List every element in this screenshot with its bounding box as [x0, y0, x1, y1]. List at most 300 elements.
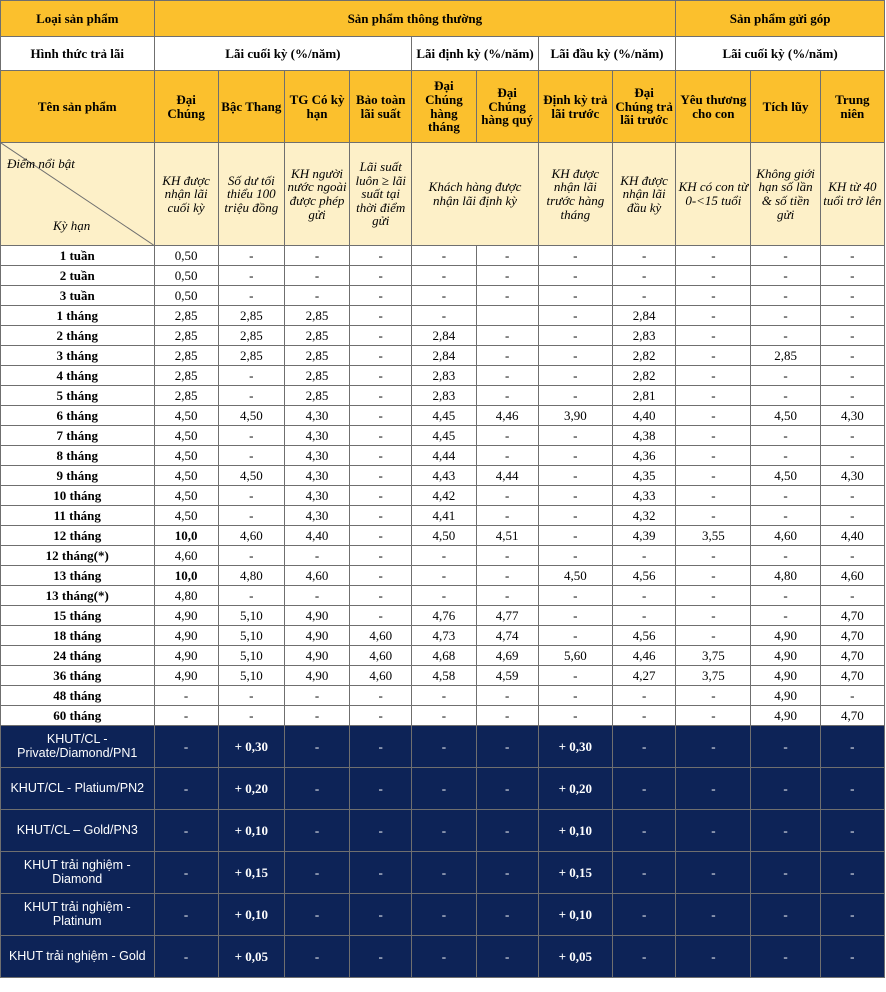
- rate-cell: -: [476, 346, 538, 366]
- term-cell: 13 tháng(*): [1, 586, 155, 606]
- vip-bonus-cell: -: [412, 768, 476, 810]
- table-row: [1, 626, 885, 646]
- rate-cell: -: [538, 686, 612, 706]
- rate-cell: -: [538, 466, 612, 486]
- vip-bonus-cell: -: [676, 810, 751, 852]
- rate-cell: -: [350, 426, 412, 446]
- term-cell: 3 tháng: [1, 346, 155, 366]
- rate-cell: -: [538, 346, 612, 366]
- vip-bonus-cell: -: [676, 768, 751, 810]
- rate-cell: -: [676, 466, 751, 486]
- rate-cell: 4,30: [820, 466, 884, 486]
- rate-cell: 2,85: [284, 306, 349, 326]
- rate-cell: 4,90: [751, 666, 820, 686]
- rate-cell: -: [751, 326, 820, 346]
- rate-cell: -: [538, 366, 612, 386]
- rate-cell: 3,75: [676, 666, 751, 686]
- product-highlight-cell: Số dư tối thiểu 100 triệu đồng: [218, 143, 284, 246]
- rate-cell: 3,55: [676, 526, 751, 546]
- rate-cell: -: [612, 286, 675, 306]
- rate-cell: -: [476, 586, 538, 606]
- product-name-cell: Đại Chúng: [154, 71, 218, 143]
- term-cell: 36 tháng: [1, 666, 155, 686]
- vip-bonus-cell: -: [350, 936, 412, 978]
- rate-cell: -: [676, 286, 751, 306]
- product-name-cell: Đại Chúng hàng tháng: [412, 71, 476, 143]
- vip-bonus-cell: -: [820, 726, 884, 768]
- rate-cell: -: [538, 606, 612, 626]
- vip-bonus-cell: -: [412, 894, 476, 936]
- rate-cell: -: [476, 246, 538, 266]
- rate-cell: 2,82: [612, 346, 675, 366]
- rate-cell: 2,85: [218, 326, 284, 346]
- rate-cell: -: [350, 706, 412, 726]
- term-cell: 9 tháng: [1, 466, 155, 486]
- term-label: Kỳ hạn: [53, 218, 91, 234]
- rate-cell: 5,60: [538, 646, 612, 666]
- rate-cell: 4,70: [820, 666, 884, 686]
- term-cell: 48 tháng: [1, 686, 155, 706]
- vip-bonus-cell: -: [612, 726, 675, 768]
- rate-cell: -: [676, 266, 751, 286]
- rate-cell: 4,30: [284, 486, 349, 506]
- rate-cell: -: [476, 546, 538, 566]
- table-row: [1, 306, 885, 326]
- vip-bonus-cell: -: [612, 936, 675, 978]
- rate-cell: -: [538, 246, 612, 266]
- rate-cell: 4,50: [751, 406, 820, 426]
- rate-cell: 4,41: [412, 506, 476, 526]
- rate-cell: 4,90: [751, 646, 820, 666]
- rate-cell: -: [820, 366, 884, 386]
- rate-cell: 2,85: [751, 346, 820, 366]
- vip-bonus-cell: -: [820, 852, 884, 894]
- rate-cell: -: [412, 586, 476, 606]
- vip-label-cell: KHUT/CL - Private/Diamond/PN1: [1, 726, 155, 768]
- table-row: [1, 466, 885, 486]
- rate-cell: -: [284, 686, 349, 706]
- rate-cell: 2,85: [284, 386, 349, 406]
- rate-cell: 2,85: [284, 346, 349, 366]
- term-cell: 6 tháng: [1, 406, 155, 426]
- rate-cell: -: [612, 686, 675, 706]
- rate-cell: -: [476, 486, 538, 506]
- rate-cell: 4,90: [284, 646, 349, 666]
- rate-cell: -: [820, 386, 884, 406]
- rate-cell: -: [676, 586, 751, 606]
- rate-cell: -: [154, 706, 218, 726]
- rate-cell: 4,33: [612, 486, 675, 506]
- rate-cell: 4,90: [751, 706, 820, 726]
- rate-cell: -: [612, 706, 675, 726]
- rate-cell: -: [538, 506, 612, 526]
- rate-cell: -: [820, 326, 884, 346]
- term-cell: 4 tháng: [1, 366, 155, 386]
- rate-cell: 2,84: [612, 306, 675, 326]
- rate-cell: -: [751, 386, 820, 406]
- rate-cell: -: [751, 306, 820, 326]
- rate-cell: 2,85: [218, 306, 284, 326]
- rate-cell: 2,85: [154, 346, 218, 366]
- rate-cell: 4,80: [154, 586, 218, 606]
- rate-cell: -: [412, 306, 476, 326]
- rate-cell: -: [820, 246, 884, 266]
- rate-cell: -: [676, 246, 751, 266]
- rate-cell: 4,30: [284, 426, 349, 446]
- rate-cell: 0,50: [154, 246, 218, 266]
- rate-cell: -: [612, 606, 675, 626]
- rate-cell: -: [538, 666, 612, 686]
- rate-cell: 4,60: [218, 526, 284, 546]
- rate-cell: -: [350, 526, 412, 546]
- rate-cell: -: [538, 266, 612, 286]
- vip-bonus-cell: + 0,15: [538, 852, 612, 894]
- table-row: [1, 706, 885, 726]
- vip-bonus-cell: -: [612, 810, 675, 852]
- rate-cell: 4,90: [284, 606, 349, 626]
- rate-cell: -: [538, 326, 612, 346]
- rate-cell: -: [350, 266, 412, 286]
- rate-cell: -: [350, 546, 412, 566]
- rate-cell: -: [350, 346, 412, 366]
- rate-cell: 4,40: [284, 526, 349, 546]
- rate-cell: -: [218, 586, 284, 606]
- rate-cell: -: [476, 366, 538, 386]
- vip-bonus-cell: + 0,20: [218, 768, 284, 810]
- rate-cell: 4,60: [751, 526, 820, 546]
- product-name-cell: Bảo toàn lãi suất: [350, 71, 412, 143]
- vip-label-cell: KHUT trải nghiệm - Gold: [1, 936, 155, 978]
- vip-bonus-cell: -: [612, 768, 675, 810]
- rate-cell: -: [751, 446, 820, 466]
- rate-cell: -: [820, 486, 884, 506]
- rate-cell: 4,30: [284, 446, 349, 466]
- vip-label-cell: KHUT/CL - Platium/PN2: [1, 768, 155, 810]
- product-name-cell: Trung niên: [820, 71, 884, 143]
- vip-bonus-cell: -: [676, 936, 751, 978]
- rate-cell: 4,70: [820, 706, 884, 726]
- term-cell: 8 tháng: [1, 446, 155, 466]
- rate-cell: -: [284, 246, 349, 266]
- table-row: [1, 246, 885, 266]
- rate-cell: -: [412, 566, 476, 586]
- rate-cell: -: [476, 266, 538, 286]
- product-highlight-cell: KH có con từ 0-<15 tuổi: [676, 143, 751, 246]
- rate-cell: 4,56: [612, 626, 675, 646]
- vip-bonus-cell: + 0,15: [218, 852, 284, 894]
- rate-cell: 4,50: [154, 506, 218, 526]
- upfront-header: Lãi đầu kỳ (%/năm): [538, 37, 676, 71]
- rate-cell: 4,77: [476, 606, 538, 626]
- rate-cell: -: [284, 546, 349, 566]
- rate-cell: -: [538, 386, 612, 406]
- rate-cell: 2,82: [612, 366, 675, 386]
- rate-cell: 4,80: [218, 566, 284, 586]
- rate-cell: 4,80: [751, 566, 820, 586]
- rate-cell: 4,60: [820, 566, 884, 586]
- rate-cell: 4,40: [820, 526, 884, 546]
- vip-label-cell: KHUT trải nghiệm - Diamond: [1, 852, 155, 894]
- rate-cell: 2,85: [154, 326, 218, 346]
- rate-cell: 4,50: [538, 566, 612, 586]
- rate-cell: -: [820, 346, 884, 366]
- savings-products-header: Sản phẩm gửi góp: [676, 1, 885, 37]
- rate-cell: 4,90: [284, 626, 349, 646]
- rate-cell: 4,90: [284, 666, 349, 686]
- rate-cell: 4,73: [412, 626, 476, 646]
- rate-cell: 4,50: [218, 406, 284, 426]
- rate-cell: -: [751, 586, 820, 606]
- rate-cell: -: [538, 546, 612, 566]
- vip-bonus-cell: -: [284, 810, 349, 852]
- table-row: [1, 286, 885, 306]
- rate-cell: 4,70: [820, 646, 884, 666]
- rate-cell: -: [676, 326, 751, 346]
- rate-cell: -: [350, 606, 412, 626]
- rate-cell: 4,39: [612, 526, 675, 546]
- rate-cell: -: [412, 286, 476, 306]
- rate-cell: 4,30: [820, 406, 884, 426]
- rate-cell: -: [412, 706, 476, 726]
- rate-cell: 4,68: [412, 646, 476, 666]
- rate-cell: 4,50: [218, 466, 284, 486]
- rate-cell: -: [218, 426, 284, 446]
- rate-cell: 2,85: [154, 386, 218, 406]
- highlight-term-corner: [1, 143, 155, 246]
- rate-cell: -: [412, 686, 476, 706]
- rate-cell: 4,60: [350, 646, 412, 666]
- vip-bonus-cell: -: [476, 852, 538, 894]
- product-name-cell: Yêu thương cho con: [676, 71, 751, 143]
- rate-cell: -: [676, 626, 751, 646]
- rate-cell: 0,50: [154, 286, 218, 306]
- product-highlight-cell: Lãi suất luôn ≥ lãi suất tại thời điểm gửi: [350, 143, 412, 246]
- rate-cell: -: [284, 286, 349, 306]
- term-cell: 1 tháng: [1, 306, 155, 326]
- rate-cell: -: [820, 506, 884, 526]
- rate-cell: -: [751, 366, 820, 386]
- term-cell: 12 tháng(*): [1, 546, 155, 566]
- rate-cell: -: [218, 246, 284, 266]
- vip-bonus-cell: -: [154, 894, 218, 936]
- rate-cell: -: [350, 486, 412, 506]
- vip-bonus-cell: + 0,30: [218, 726, 284, 768]
- product-highlight-cell: KH được nhận lãi cuối kỳ: [154, 143, 218, 246]
- rate-cell: -: [476, 446, 538, 466]
- rate-cell: 4,90: [154, 666, 218, 686]
- term-cell: 12 tháng: [1, 526, 155, 546]
- rate-cell: -: [350, 466, 412, 486]
- rate-cell: -: [538, 306, 612, 326]
- rate-cell: -: [751, 546, 820, 566]
- rate-cell: -: [218, 366, 284, 386]
- rate-cell: -: [676, 366, 751, 386]
- rate-cell: 4,70: [820, 606, 884, 626]
- rate-cell: -: [538, 286, 612, 306]
- vip-bonus-cell: -: [412, 852, 476, 894]
- rate-cell: -: [218, 286, 284, 306]
- end-of-term-header: Lãi cuối kỳ (%/năm): [154, 37, 412, 71]
- rate-cell: 4,90: [154, 646, 218, 666]
- vip-bonus-cell: -: [154, 726, 218, 768]
- rate-cell: -: [350, 446, 412, 466]
- rate-cell: -: [751, 286, 820, 306]
- rate-cell: -: [676, 426, 751, 446]
- rate-cell: 4,30: [284, 506, 349, 526]
- rate-cell: 4,69: [476, 646, 538, 666]
- rate-cell: 2,84: [412, 326, 476, 346]
- vip-row: [1, 768, 885, 810]
- vip-bonus-cell: -: [412, 726, 476, 768]
- regular-products-header: Sản phẩm thông thường: [154, 1, 676, 37]
- rate-cell: 4,60: [284, 566, 349, 586]
- rate-cell: -: [751, 426, 820, 446]
- rate-cell: 4,58: [412, 666, 476, 686]
- rate-cell: -: [218, 706, 284, 726]
- vip-bonus-cell: -: [284, 936, 349, 978]
- rate-cell: -: [476, 506, 538, 526]
- rate-cell: 4,43: [412, 466, 476, 486]
- rate-cell: 4,90: [751, 686, 820, 706]
- rate-cell: -: [676, 506, 751, 526]
- vip-bonus-cell: -: [676, 726, 751, 768]
- rate-cell: 4,70: [820, 626, 884, 646]
- rate-cell: -: [676, 406, 751, 426]
- table-row: [1, 326, 885, 346]
- rate-cell: -: [612, 586, 675, 606]
- table-row: [1, 446, 885, 466]
- rate-cell: 4,38: [612, 426, 675, 446]
- rate-cell: 4,46: [612, 646, 675, 666]
- rate-cell: -: [751, 486, 820, 506]
- vip-bonus-cell: + 0,10: [538, 810, 612, 852]
- product-highlight-cell: Khách hàng được nhận lãi định kỳ: [412, 143, 538, 246]
- rate-cell: -: [284, 706, 349, 726]
- rate-cell: 4,50: [154, 466, 218, 486]
- rate-cell: -: [218, 386, 284, 406]
- vip-bonus-cell: -: [820, 768, 884, 810]
- rate-cell: -: [676, 386, 751, 406]
- rate-cell: -: [476, 286, 538, 306]
- rate-cell: 2,85: [284, 366, 349, 386]
- rate-cell: -: [538, 486, 612, 506]
- term-cell: 18 tháng: [1, 626, 155, 646]
- rate-cell: -: [350, 566, 412, 586]
- vip-bonus-cell: + 0,10: [218, 894, 284, 936]
- product-name-cell: Đại Chúng trả lãi trước: [612, 71, 675, 143]
- term-cell: 2 tháng: [1, 326, 155, 346]
- rate-cell: 5,10: [218, 606, 284, 626]
- vip-bonus-cell: -: [476, 810, 538, 852]
- rate-cell: -: [676, 686, 751, 706]
- vip-bonus-cell: -: [676, 894, 751, 936]
- term-cell: 10 tháng: [1, 486, 155, 506]
- rate-cell: 4,32: [612, 506, 675, 526]
- vip-label-cell: KHUT trải nghiệm - Platinum: [1, 894, 155, 936]
- rate-cell: -: [820, 306, 884, 326]
- rate-cell: -: [412, 266, 476, 286]
- rate-cell: -: [538, 446, 612, 466]
- product-name-cell: Bậc Thang: [218, 71, 284, 143]
- vip-row: [1, 936, 885, 978]
- rate-cell: -: [350, 686, 412, 706]
- rate-cell: 2,85: [284, 326, 349, 346]
- rate-cell: 4,56: [612, 566, 675, 586]
- rate-cell: -: [476, 566, 538, 586]
- rate-cell: -: [820, 286, 884, 306]
- rate-cell: -: [476, 706, 538, 726]
- vip-bonus-cell: -: [154, 810, 218, 852]
- vip-bonus-cell: + 0,20: [538, 768, 612, 810]
- vip-bonus-cell: -: [284, 768, 349, 810]
- term-cell: 60 tháng: [1, 706, 155, 726]
- table-row: [1, 506, 885, 526]
- rate-cell: -: [218, 486, 284, 506]
- rate-cell: 4,46: [476, 406, 538, 426]
- product-name-cell: Định kỳ trả lãi trước: [538, 71, 612, 143]
- rate-cell: 4,44: [476, 466, 538, 486]
- rate-cell: -: [350, 286, 412, 306]
- vip-row: [1, 726, 885, 768]
- rate-cell: -: [751, 506, 820, 526]
- rate-cell: -: [350, 386, 412, 406]
- rate-cell: 4,44: [412, 446, 476, 466]
- rate-cell: 4,76: [412, 606, 476, 626]
- rate-cell: 4,45: [412, 406, 476, 426]
- rate-cell: -: [218, 506, 284, 526]
- rate-cell: 4,27: [612, 666, 675, 686]
- table-row: [1, 646, 885, 666]
- rate-cell: -: [350, 506, 412, 526]
- rate-cell: -: [538, 706, 612, 726]
- rate-cell: 4,42: [412, 486, 476, 506]
- rate-cell: 4,60: [154, 546, 218, 566]
- rate-cell: 4,50: [751, 466, 820, 486]
- rate-cell: 2,85: [154, 366, 218, 386]
- rate-cell: 4,50: [154, 446, 218, 466]
- vip-bonus-cell: -: [751, 726, 820, 768]
- term-cell: 3 tuần: [1, 286, 155, 306]
- rate-cell: -: [538, 426, 612, 446]
- product-highlight-cell: KH người nước ngoài được phép gửi: [284, 143, 349, 246]
- vip-bonus-cell: -: [476, 936, 538, 978]
- rate-cell: -: [350, 366, 412, 386]
- product-name-cell: TG Có kỳ hạn: [284, 71, 349, 143]
- vip-bonus-cell: -: [820, 936, 884, 978]
- table-row: [1, 546, 885, 566]
- rate-cell: -: [751, 266, 820, 286]
- vip-bonus-cell: -: [751, 810, 820, 852]
- rate-cell: -: [676, 706, 751, 726]
- vip-row: [1, 810, 885, 852]
- rate-cell: -: [154, 686, 218, 706]
- rate-cell: -: [820, 446, 884, 466]
- vip-bonus-cell: -: [820, 810, 884, 852]
- vip-label-cell: KHUT/CL – Gold/PN3: [1, 810, 155, 852]
- rate-cell: 5,10: [218, 626, 284, 646]
- rate-cell: -: [476, 326, 538, 346]
- highlight-label: Điểm nổi bật: [7, 156, 75, 171]
- rate-cell: 3,90: [538, 406, 612, 426]
- rate-cell: -: [412, 246, 476, 266]
- vip-bonus-cell: -: [820, 894, 884, 936]
- vip-bonus-cell: -: [612, 894, 675, 936]
- term-cell: 13 tháng: [1, 566, 155, 586]
- vip-bonus-cell: -: [476, 726, 538, 768]
- rate-cell: -: [350, 306, 412, 326]
- rate-cell: 2,85: [218, 346, 284, 366]
- periodic-header: Lãi định kỳ (%/năm): [412, 37, 538, 71]
